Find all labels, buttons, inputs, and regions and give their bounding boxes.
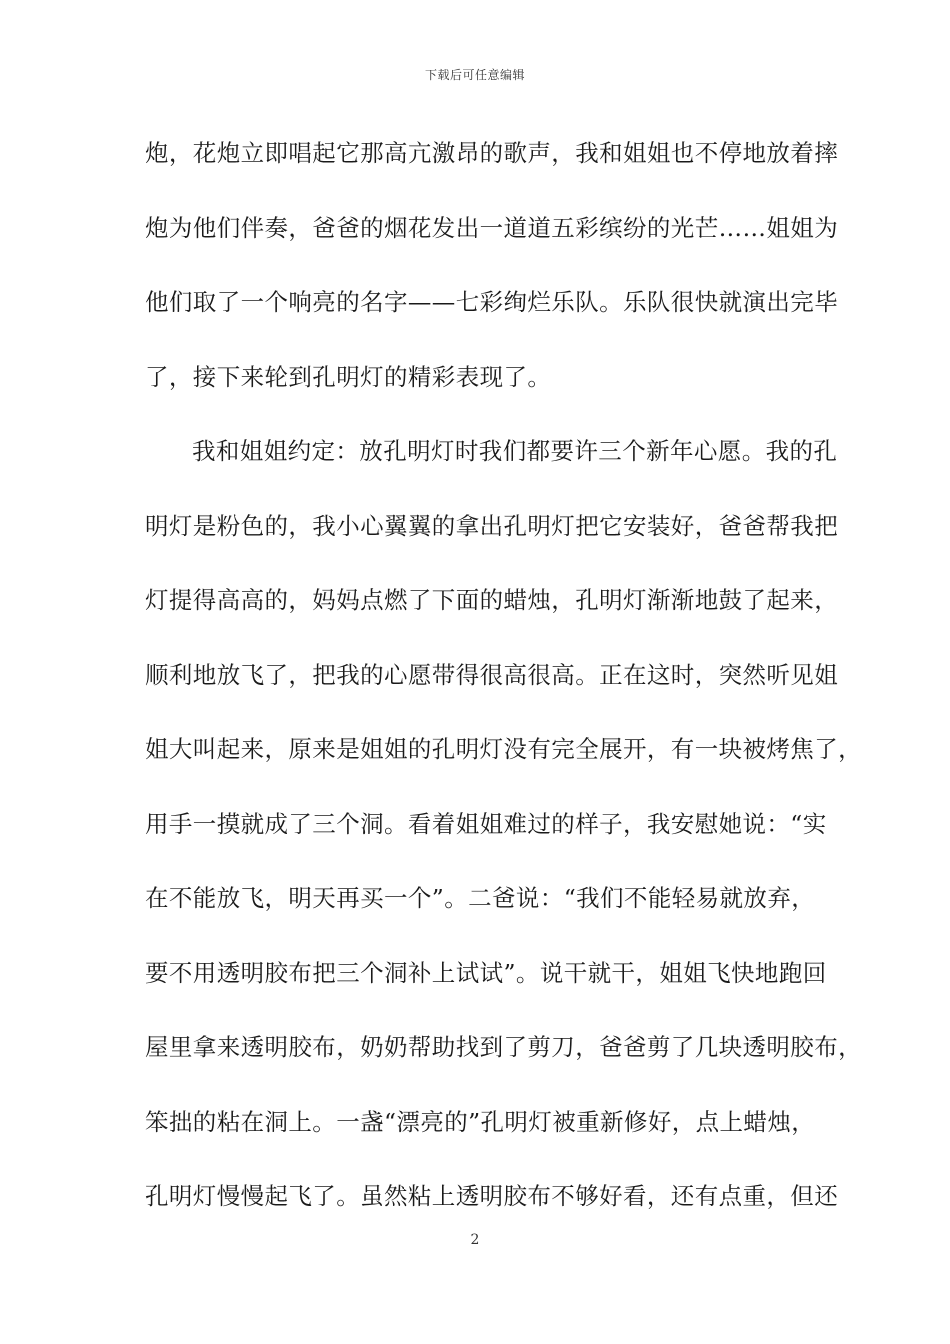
text-line: 笨拙的粘在洞上。一盏“漂亮的”孔明灯被重新修好，点上蜡烛， (145, 1107, 816, 1136)
page-header: 下载后可任意编辑 (424, 68, 525, 82)
body-text (145, 128, 862, 1246)
text-line: 炮为他们伴奏，爸爸的烟花发出一道道五彩缤纷的光芒……姐姐为 (145, 213, 839, 242)
text-line: 明灯是粉色的，我小心翼翼的拿出孔明灯把它安装好，爸爸帮我把 (145, 511, 839, 540)
text-line: 用手一摸就成了三个洞。看着姐姐难过的样子，我安慰她说：“实 (145, 809, 827, 838)
text-line: 顺利地放飞了，把我的心愿带得很高很高。正在这时，突然听见姐 (145, 660, 839, 689)
text-line: 了，接下来轮到孔明灯的精彩表现了。 (145, 362, 552, 391)
text-line: 在不能放飞，明天再买一个”。二爸说：“我们不能轻易就放弃， (145, 884, 816, 912)
text-line: 他们取了一个响亮的名字——七彩绚烂乐队。乐队很快就演出完毕 (145, 288, 839, 316)
paragraph-first-line: 我和姐姐约定：放孔明灯时我们都要许三个新年心愿。我的孔 (192, 437, 838, 465)
text-line: 要不用透明胶布把三个洞补上试试”。说干就干，姐姐飞快地跑回 (145, 958, 827, 987)
text-line: 炮，花炮立即唱起它那高亢激昂的歌声，我和姐姐也不停地放着摔 (145, 139, 839, 167)
text-line: 姐大叫起来，原来是姐姐的孔明灯没有完全展开，有一块被烤焦了， (145, 735, 862, 763)
page-number: 2 (470, 1232, 480, 1248)
text-line: 灯提得高高的，妈妈点燃了下面的蜡烛，孔明灯渐渐地鼓了起来， (145, 586, 839, 614)
text-line: 孔明灯慢慢起飞了。虽然粘上透明胶布不够好看，还有点重，但还 (145, 1182, 839, 1210)
text-line: 屋里拿来透明胶布，奶奶帮助找到了剪刀，爸爸剪了几块透明胶布， (145, 1033, 862, 1061)
